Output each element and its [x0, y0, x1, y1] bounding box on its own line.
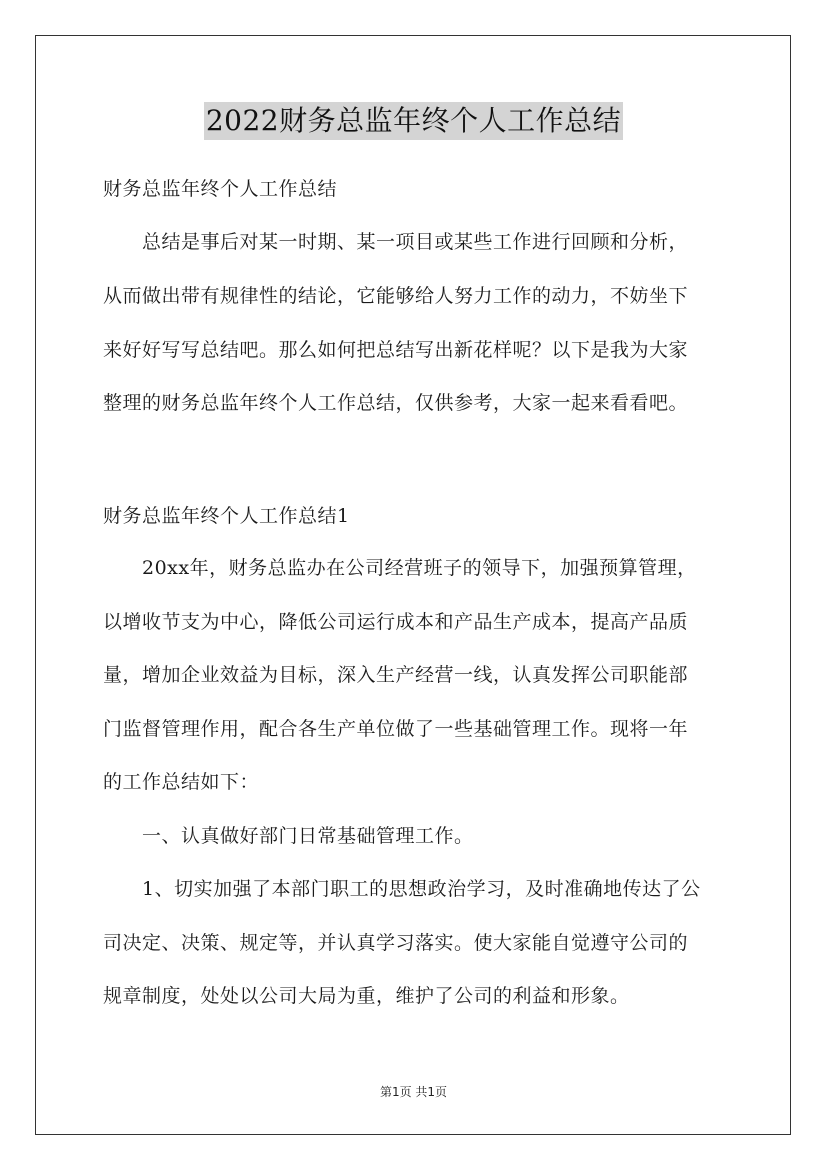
paragraph-line: 司决定、决策、规定等，并认真学习落实。使大家能自觉遵守公司的	[103, 932, 689, 954]
paragraph-line: 一、认真做好部门日常基础管理工作。	[103, 825, 474, 847]
section-heading: 财务总监年终个人工作总结	[103, 178, 338, 200]
paragraph-line: 1、切实加强了本部门职工的思想政治学习，及时准确地传达了公	[103, 878, 701, 900]
paragraph-line: 从而做出带有规律性的结论，它能够给人努力工作的动力，不妨坐下	[103, 285, 689, 307]
paragraph-line: 来好好写写总结吧。那么如何把总结写出新花样呢？以下是我为大家	[103, 339, 689, 361]
paragraph-line: 规章制度，处处以公司大局为重，维护了公司的利益和形象。	[103, 985, 630, 1007]
paragraph-line: 的工作总结如下：	[103, 771, 260, 793]
paragraph-line: 门监督管理作用，配合各生产单位做了一些基础管理工作。现将一年	[103, 718, 689, 740]
title-container	[0, 102, 827, 140]
paragraph-line: 总结是事后对某一时期、某一项目或某些工作进行回顾和分析，	[103, 231, 689, 253]
paragraph-line: 以增收节支为中心，降低公司运行成本和产品生产成本，提高产品质	[103, 611, 689, 633]
section-heading: 财务总监年终个人工作总结1	[103, 505, 350, 527]
paragraph-line: 20xx年，财务总监办在公司经营班子的领导下，加强预算管理，	[103, 557, 697, 579]
page-footer: 第1页 共1页	[379, 1085, 448, 1099]
paragraph-line: 整理的财务总监年终个人工作总结，仅供参考，大家一起来看看吧。	[103, 392, 689, 414]
paragraph-line: 量，增加企业效益为目标，深入生产经营一线，认真发挥公司职能部	[103, 664, 689, 686]
document-title: 2022财务总监年终个人工作总结	[204, 102, 623, 140]
